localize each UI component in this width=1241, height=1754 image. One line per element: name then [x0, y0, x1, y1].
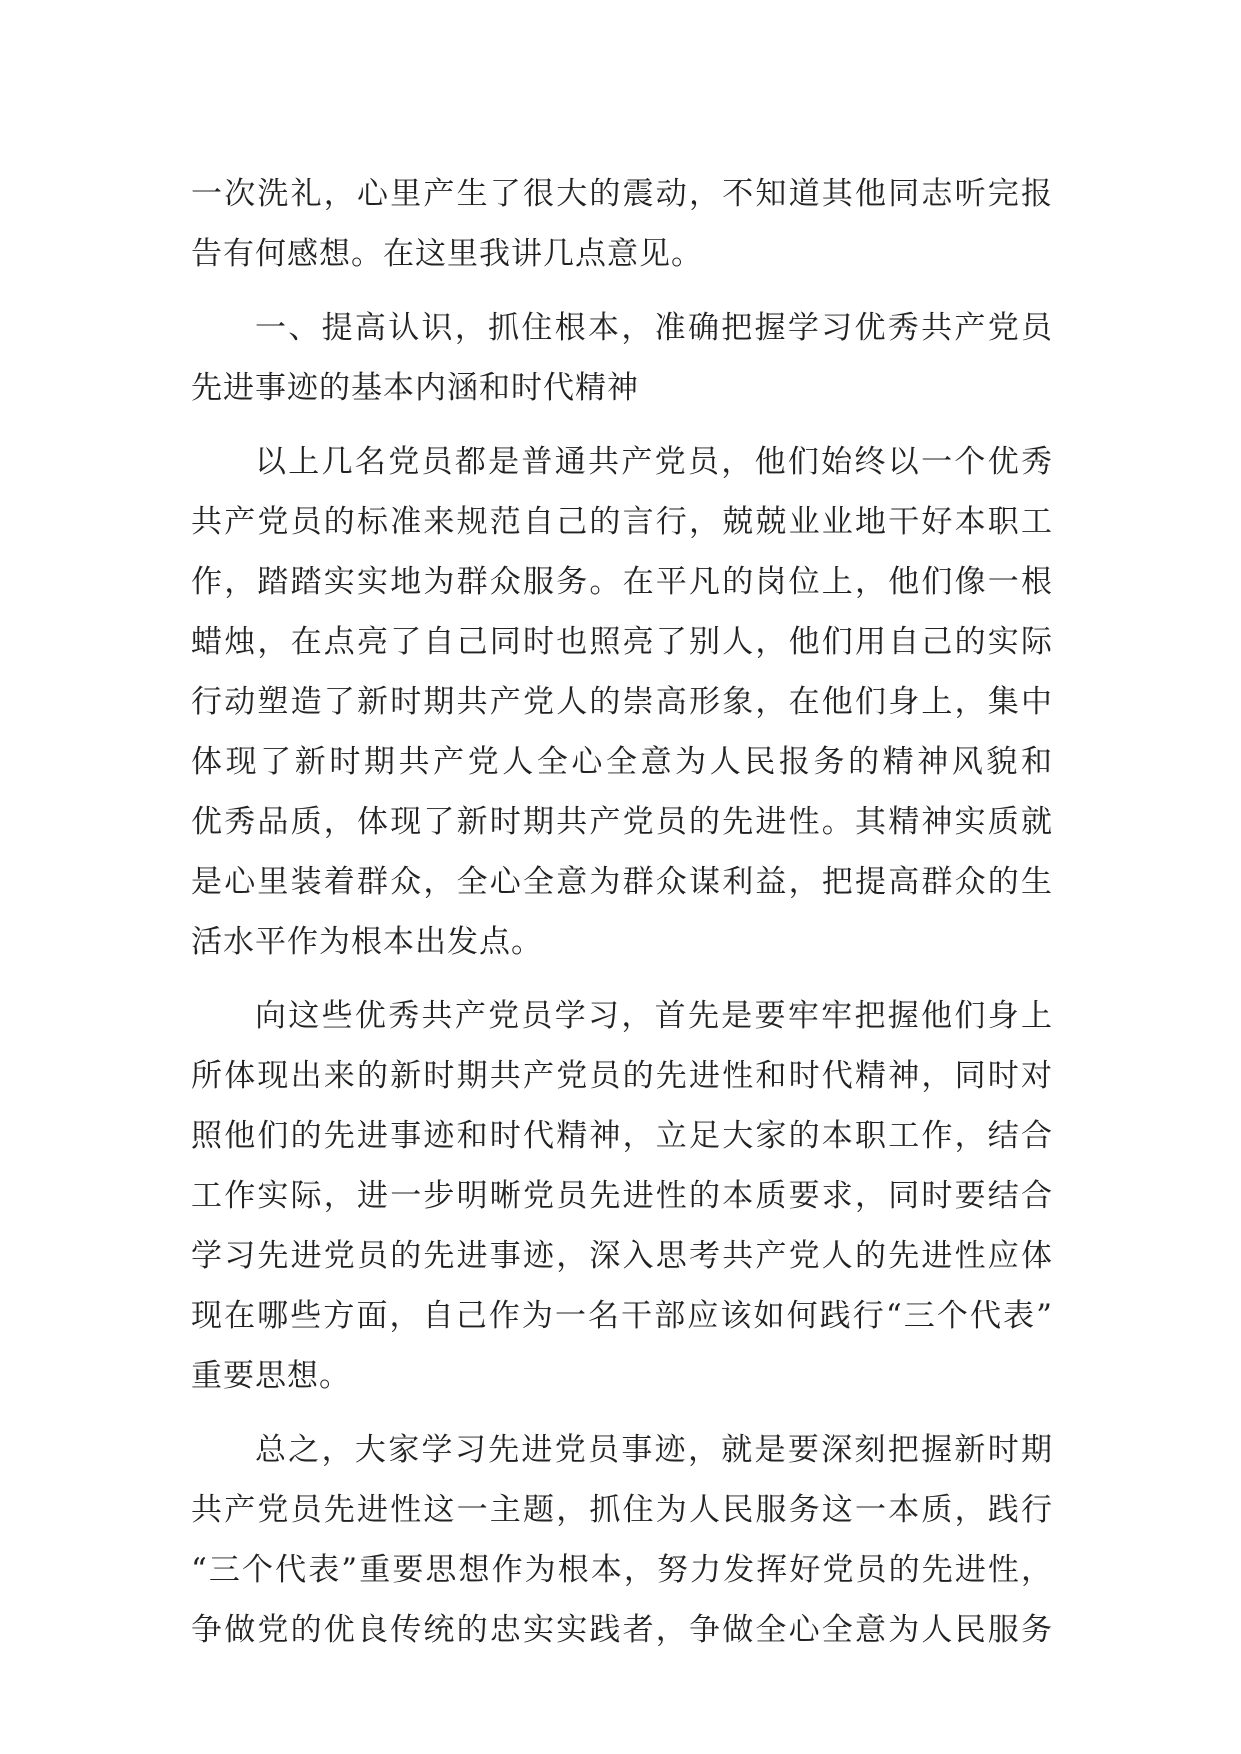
text-line: 共产党员的标准来规范自己的言行，兢兢业业地干好本职工	[191, 504, 1053, 540]
section-heading-line: 先进事迹的基本内涵和时代精神	[191, 370, 639, 406]
text-line: 共产党员先进性这一主题，抓住为人民服务这一本质，践行	[191, 1492, 1053, 1528]
document-body	[191, 164, 1053, 1660]
text-line: 一次洗礼，心里产生了很大的震动，不知道其他同志听完报	[191, 176, 1053, 212]
text-line: 体现了新时期共产党人全心全意为人民报务的精神风貌和	[191, 744, 1053, 780]
text-line: 学习先进党员的先进事迹，深入思考共产党人的先进性应体	[191, 1238, 1053, 1274]
text-line: “三个代表”重要思想作为根本，努力发挥好党员的先进性，	[191, 1552, 1053, 1588]
text-line: 现在哪些方面，自己作为一名干部应该如何践行“三个代表”	[191, 1298, 1053, 1334]
text-line: 所体现出来的新时期共产党员的先进性和时代精神，同时对	[191, 1058, 1053, 1094]
text-line: 争做党的优良传统的忠实实践者，争做全心全意为人民服务	[191, 1612, 1053, 1648]
text-line: 总之，大家学习先进党员事迹，就是要深刻把握新时期	[255, 1432, 1053, 1468]
text-line: 向这些优秀共产党员学习，首先是要牢牢把握他们身上	[255, 998, 1053, 1034]
text-line: 照他们的先进事迹和时代精神，立足大家的本职工作，结合	[191, 1118, 1053, 1154]
text-line: 是心里装着群众，全心全意为群众谋利益，把提高群众的生	[191, 864, 1053, 900]
text-line: 优秀品质，体现了新时期共产党员的先进性。其精神实质就	[191, 804, 1053, 840]
text-line: 作，踏踏实实地为群众服务。在平凡的岗位上，他们像一根	[191, 564, 1053, 600]
section-heading-line: 一、提高认识，抓住根本，准确把握学习优秀共产党员	[255, 310, 1053, 346]
text-line: 工作实际，进一步明晰党员先进性的本质要求，同时要结合	[191, 1178, 1053, 1214]
text-line: 告有何感想。在这里我讲几点意见。	[191, 236, 703, 272]
text-line: 重要思想。	[191, 1358, 351, 1394]
text-line: 蜡烛，在点亮了自己同时也照亮了别人，他们用自己的实际	[191, 624, 1053, 660]
text-line: 活水平作为根本出发点。	[191, 924, 543, 960]
text-line: 行动塑造了新时期共产党人的崇高形象，在他们身上，集中	[191, 684, 1053, 720]
text-line: 以上几名党员都是普通共产党员，他们始终以一个优秀	[255, 444, 1053, 480]
